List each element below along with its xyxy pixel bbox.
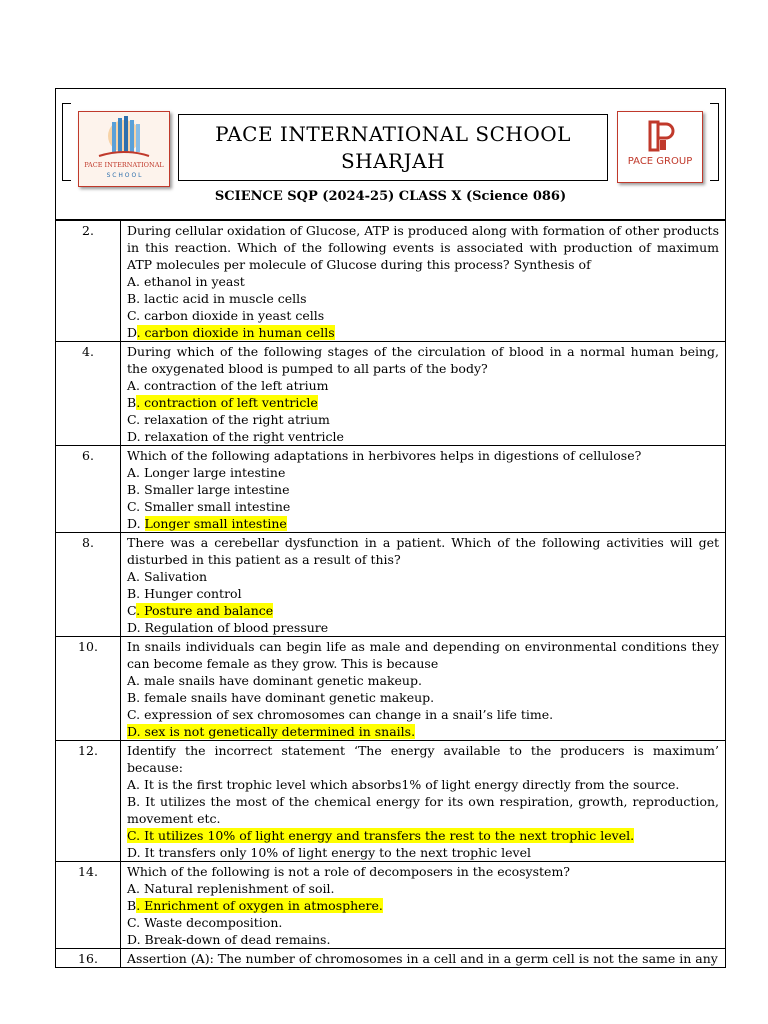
left-bracket [62, 103, 71, 181]
question-row [56, 741, 726, 862]
question-body [121, 637, 726, 741]
answer-option: D. Break-down of dead remains. [127, 932, 331, 947]
question-body [121, 342, 726, 446]
answer-option-correct [127, 723, 719, 740]
answer-option: C. expression of sex chromosomes can change in a snail’s life time. [127, 707, 554, 722]
question-body [121, 862, 726, 949]
answer-option: A. Longer large intestine [127, 465, 286, 480]
option-prefix: B [127, 395, 137, 410]
question-text: During which of the following stages of the circulation of blood in a normal human being, the oxygenated blood is pumped to all parts of the body? [127, 344, 719, 376]
answer-option: C. carbon dioxide in yeast cells [127, 308, 325, 323]
highlighted-answer: C. It utilizes 10% of light energy and transfers the rest to the next trophic level. [127, 828, 635, 843]
question-number: 10. [56, 637, 121, 741]
question-number: 2. [56, 221, 121, 342]
question-text: Assertion (A): The number of chromosomes in a cell and in a germ cell is not the same in any [127, 951, 718, 966]
school-logo [78, 111, 170, 187]
question-body [121, 533, 726, 637]
highlighted-answer: Longer small intestine [144, 516, 287, 531]
highlighted-answer: . Enrichment of oxygen in atmosphere. [136, 898, 383, 913]
question-body [121, 741, 726, 862]
answer-option-correct [127, 515, 719, 532]
question-text: Which of the following adaptations in herbivores helps in digestions of cellulose? [127, 448, 642, 463]
answer-option: A. Salivation [127, 569, 208, 584]
answer-option: A. It is the first trophic level which absorbs1% of light energy directly from the source. [127, 777, 680, 792]
answer-option: B. female snails have dominant genetic makeup. [127, 690, 435, 705]
question-body [121, 221, 726, 342]
question-number: 6. [56, 446, 121, 533]
school-name-line2: SHARJAH [340, 149, 446, 173]
answer-option-correct [127, 897, 719, 914]
question-text: Identify the incorrect statement ‘The energy available to the producers is maximum’ because: [127, 743, 719, 775]
question-text: In snails individuals can begin life as male and depending on environmental conditions they can become female as they grow. This is because [127, 639, 719, 671]
question-row [56, 221, 726, 342]
answer-option-correct [127, 394, 719, 411]
question-number: 8. [56, 533, 121, 637]
answer-option: A. Natural replenishment of soil. [127, 881, 335, 896]
answer-option: D. Regulation of blood pressure [127, 620, 329, 635]
answer-option: D. It transfers only 10% of light energy to the next trophic level [127, 845, 532, 860]
answer-option: A. ethanol in yeast [127, 274, 245, 289]
answer-option-correct [127, 827, 719, 844]
highlighted-answer: . contraction of left ventricle [136, 395, 318, 410]
school-name-line1: PACE INTERNATIONAL SCHOOL [215, 122, 571, 146]
answer-option: C. Smaller small intestine [127, 499, 291, 514]
question-text: During cellular oxidation of Glucose, ATP is produced along with formation of other products in this reaction. Which of the following events is associated with production of maximum ATP molecules per molecule of Glucose during this process? Synthesis of [127, 223, 719, 272]
exam-title: SCIENCE SQP (2024-25) CLASS X (Science 086) [214, 189, 567, 204]
highlighted-answer: . carbon dioxide in human cells [136, 325, 335, 340]
logo-text-top: PACE INTERNATIONAL [84, 161, 164, 169]
question-row [56, 342, 726, 446]
highlighted-answer: D. sex is not genetically determined in snails. [127, 724, 416, 739]
question-row [56, 949, 726, 968]
group-logo-icon [618, 112, 702, 182]
answer-option-correct [127, 324, 719, 341]
question-body [121, 446, 726, 533]
question-row [56, 533, 726, 637]
option-prefix: D. [127, 516, 145, 531]
question-text: Which of the following is not a role of decomposers in the ecosystem? [127, 864, 571, 879]
answer-option: B. Hunger control [127, 586, 242, 601]
question-number: 4. [56, 342, 121, 446]
question-row [56, 446, 726, 533]
answer-option: B. Smaller large intestine [127, 482, 290, 497]
questions-table [55, 220, 726, 968]
school-logo-icon [79, 112, 169, 186]
answer-option: A. male snails have dominant genetic makeup. [127, 673, 422, 688]
school-name-box [178, 114, 608, 181]
question-row [56, 862, 726, 949]
option-prefix: D [127, 325, 137, 340]
question-number: 12. [56, 741, 121, 862]
question-number: 14. [56, 862, 121, 949]
option-prefix: B [127, 898, 137, 913]
question-text: There was a cerebellar dysfunction in a patient. Which of the following activities will get disturbed in this patient as a result of this? [127, 535, 719, 567]
header-box [55, 88, 726, 220]
logo-text-bottom: S C H O O L [106, 172, 142, 179]
answer-option: B. It utilizes the most of the chemical energy for its own respiration, growth, reproduction, movement etc. [127, 794, 719, 826]
option-prefix: C [127, 603, 137, 618]
document-sheet [55, 88, 726, 968]
group-logo-text: PACE GROUP [627, 156, 693, 167]
answer-option: C. Waste decomposition. [127, 915, 283, 930]
highlighted-answer: . Posture and balance [136, 603, 274, 618]
answer-option: A. contraction of the left atrium [127, 378, 329, 393]
question-body [121, 949, 726, 968]
right-bracket [710, 103, 719, 181]
answer-option-correct [127, 602, 719, 619]
answer-option: B. lactic acid in muscle cells [127, 291, 307, 306]
question-number: 16. [56, 949, 121, 968]
group-logo [617, 111, 703, 183]
question-row [56, 637, 726, 741]
answer-option: C. relaxation of the right atrium [127, 412, 330, 427]
answer-option: D. relaxation of the right ventricle [127, 429, 344, 444]
